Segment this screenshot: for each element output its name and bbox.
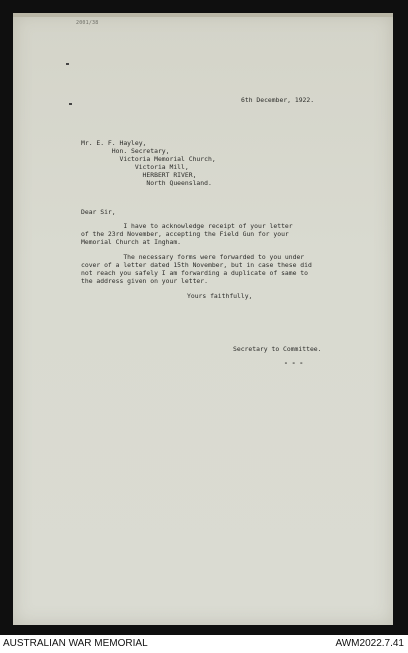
ink-mark xyxy=(66,63,69,65)
body-paragraph-2: The necessary forms were forwarded to you under cover of a letter dated 15th November, but in case these did not reach you safely I am forwarding a duplicate of same to the address given on your letter. xyxy=(81,253,312,285)
caption-bar xyxy=(0,635,408,653)
dash-mark: - - - xyxy=(284,359,304,367)
signature-line: Secretary to Committee. xyxy=(233,345,322,353)
institution-name: AUSTRALIAN WAR MEMORIAL xyxy=(3,638,148,649)
body-paragraph-1: I have to acknowledge receipt of your letter of the 23rd November, accepting the Field Gun for your Memorial Church at Ingham. xyxy=(81,222,293,246)
closing: Yours faithfully, xyxy=(187,292,253,300)
letter-page xyxy=(13,13,393,625)
reference-number: 2001/38 xyxy=(76,20,99,26)
accession-number: AWM2022.7.41 xyxy=(335,638,404,649)
letter-date: 6th December, 1922. xyxy=(241,96,315,104)
recipient-address: Mr. E. F. Hayley, Hon. Secretary, Victoria Memorial Church, Victoria Mill, HERBERT RIVER, North Queensland. xyxy=(81,139,216,187)
salutation: Dear Sir, xyxy=(81,208,116,216)
ink-mark xyxy=(69,103,72,105)
